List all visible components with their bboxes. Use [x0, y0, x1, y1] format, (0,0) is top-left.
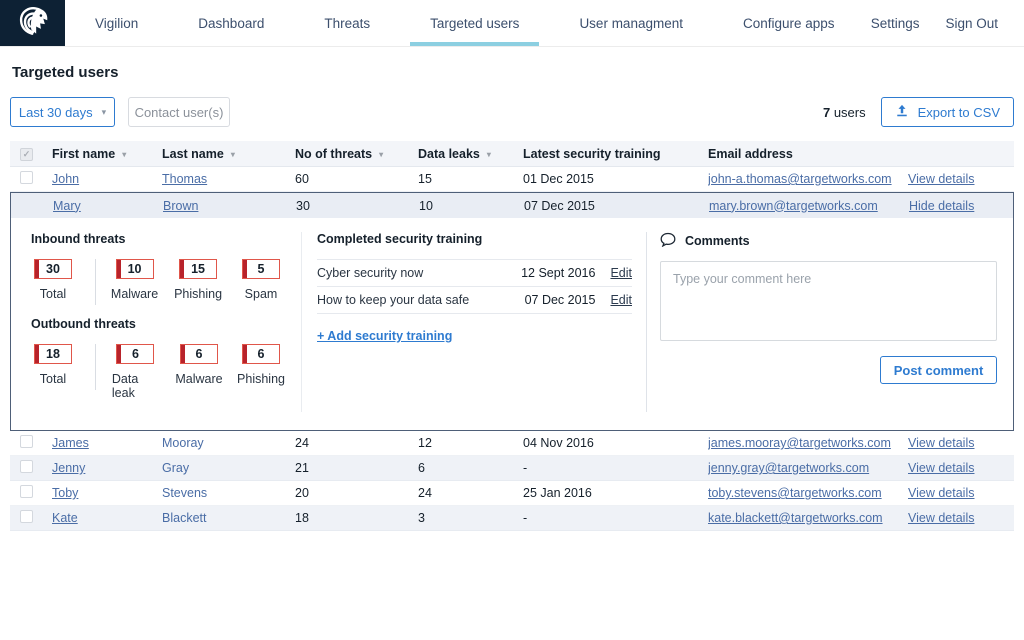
user-count-label: users [833, 104, 866, 120]
badge-label: Data leak [111, 372, 139, 400]
training-date: 07 Dec 2015 [524, 198, 595, 213]
user-count-number: 7 [822, 104, 831, 120]
training-date: 12 Sept 2016 [521, 266, 596, 280]
data-leaks-count: 3 [418, 511, 425, 525]
table-row-john [10, 167, 1014, 192]
badge-red-bar [243, 345, 247, 363]
first-name-link[interactable]: James [52, 436, 89, 450]
first-name-link[interactable]: John [52, 172, 80, 186]
sort-caret-icon: ▾ [486, 149, 491, 159]
threat-stat-phishing [239, 344, 283, 386]
column-header-first-name[interactable] [52, 147, 162, 161]
comments-title-row [660, 232, 997, 250]
data-leaks-count: 10 [419, 198, 433, 213]
threat-count-badge [179, 259, 217, 279]
sort-caret-icon: ▾ [230, 149, 235, 159]
comment-input[interactable] [660, 261, 997, 341]
export-csv-label: Export to CSV [917, 104, 1000, 120]
training-date: - [523, 511, 528, 525]
training-date: 07 Dec 2015 [524, 293, 596, 307]
nav-item-configure-apps[interactable] [713, 0, 865, 46]
threat-count-badge [116, 344, 154, 364]
threat-count-badge [180, 344, 218, 364]
column-label: First name [52, 146, 116, 161]
badge-label: Phishing [174, 287, 223, 301]
threats-count: 21 [295, 461, 309, 475]
last-name-link[interactable]: Blackett [162, 511, 207, 525]
top-nav [0, 0, 1024, 47]
vertical-divider [95, 344, 96, 390]
column-header-latest-security-training [523, 147, 708, 161]
contact-users-button[interactable]: Contact user(s) [128, 97, 230, 127]
threat-stat-phishing [175, 259, 221, 301]
threats-section [11, 232, 301, 412]
view-details-link[interactable]: View details [908, 461, 975, 475]
user-detail-panel [11, 218, 1013, 430]
column-label: Latest security training [523, 146, 661, 161]
threat-stat-malware [177, 344, 221, 386]
email-link[interactable]: toby.stevens@targetworks.com [708, 486, 882, 500]
threat-count-badge [34, 344, 72, 364]
training-section-title: Completed security training [317, 232, 483, 246]
table-header-row [10, 141, 1014, 167]
comments-title: Comments [685, 234, 750, 248]
threats-count: 24 [295, 436, 309, 450]
threat-count-badge [242, 259, 280, 279]
sign-out-link[interactable]: Sign Out [945, 15, 998, 31]
last-name-link[interactable]: Gray [162, 461, 190, 475]
badge-red-bar [180, 260, 184, 278]
row-checkbox[interactable] [20, 485, 33, 498]
badge-label: Malware [110, 287, 159, 301]
threats-count: 60 [295, 172, 309, 186]
badge-value: 18 [46, 347, 60, 361]
nav-item-label: Threats [324, 15, 371, 31]
column-label: No of threats [295, 146, 373, 161]
user-count [823, 105, 866, 120]
targeted-users-table [10, 141, 1014, 531]
view-details-link[interactable]: View details [908, 511, 975, 525]
column-label: Email address [708, 146, 793, 161]
badge-value: 6 [131, 347, 139, 361]
badge-value: 5 [257, 262, 265, 276]
row-checkbox[interactable] [20, 460, 33, 473]
badge-value: 30 [46, 262, 60, 276]
export-csv-button[interactable] [881, 97, 1014, 127]
date-filter-dropdown[interactable] [10, 97, 115, 127]
vertical-divider [95, 259, 96, 305]
threat-stat-spam [239, 259, 283, 301]
toolbar-right [823, 97, 1014, 127]
post-comment-button[interactable]: Post comment [880, 356, 997, 384]
active-tab-indicator [410, 42, 539, 46]
security-training-section [301, 232, 646, 412]
nav-item-label: Configure apps [742, 15, 835, 31]
check-icon: ✓ [22, 149, 31, 159]
training-date: 01 Dec 2015 [523, 172, 594, 186]
view-details-link[interactable]: View details [908, 172, 975, 186]
threat-count-badge [34, 259, 72, 279]
nav-item-label: Targeted users [430, 15, 520, 31]
column-label: Last name [162, 146, 224, 161]
first-name-link[interactable]: Kate [52, 511, 78, 525]
badge-label: Phishing [237, 372, 285, 386]
table-row-james [10, 431, 1014, 456]
data-leaks-count: 24 [418, 486, 432, 500]
row-checkbox[interactable] [20, 171, 33, 184]
comments-section [646, 232, 997, 412]
badge-label: Total [39, 372, 67, 386]
last-name-link[interactable]: Stevens [162, 486, 208, 500]
badge-label: Malware [175, 372, 223, 386]
nav-item-label: Dashboard [198, 15, 265, 31]
column-header-last-name[interactable] [162, 147, 295, 161]
comments-footer [660, 356, 997, 384]
outbound-threats-title: Outbound threats [31, 317, 136, 331]
table-row-toby [10, 481, 1014, 506]
badge-value: 15 [191, 262, 206, 276]
outbound-threats-badges [31, 344, 301, 400]
data-leaks-count: 6 [418, 461, 425, 475]
threat-count-badge [116, 259, 154, 279]
brand-logo[interactable] [0, 0, 65, 46]
training-date: - [523, 461, 528, 475]
badge-red-bar [35, 260, 39, 278]
table-row-kate [10, 506, 1014, 531]
toolbar [10, 97, 1014, 127]
inbound-threats-badges [31, 259, 301, 305]
threat-stat-data-leak [112, 344, 159, 400]
hide-details-link[interactable]: Hide details [909, 198, 975, 213]
email-link[interactable]: james.mooray@targetworks.com [708, 436, 891, 450]
nav-item-user-managment[interactable] [549, 0, 713, 46]
first-name-link[interactable]: Toby [52, 486, 79, 500]
training-row [317, 287, 632, 314]
last-name-link[interactable]: Mooray [162, 436, 204, 450]
lion-logo-icon [14, 2, 52, 45]
training-date: 04 Nov 2016 [523, 436, 594, 450]
column-header-no-of-threats[interactable] [295, 147, 418, 161]
table-row-mary-selected [11, 193, 1013, 218]
badge-red-bar [181, 345, 185, 363]
nav-items [65, 0, 865, 46]
threats-count: 30 [296, 198, 310, 213]
row-checkbox[interactable] [20, 510, 33, 523]
nav-item-targeted-users[interactable] [400, 0, 549, 46]
chevron-down-icon: ▾ [101, 106, 107, 117]
view-details-link[interactable]: View details [908, 436, 975, 450]
sort-caret-icon: ▾ [122, 149, 127, 159]
email-link[interactable]: jenny.gray@targetworks.com [708, 461, 870, 475]
column-header-data-leaks[interactable] [418, 147, 523, 161]
email-link[interactable]: mary.brown@targetworks.com [709, 198, 878, 213]
edit-training-link[interactable]: Edit [610, 266, 632, 280]
column-header-email-address [708, 147, 908, 161]
training-name: How to keep your data safe [317, 293, 470, 307]
last-name-link[interactable]: Brown [163, 198, 199, 213]
speech-bubble-icon [660, 232, 676, 250]
badge-value: 10 [127, 262, 142, 276]
badge-red-bar [117, 260, 121, 278]
sort-caret-icon: ▾ [379, 149, 384, 159]
badge-red-bar [243, 260, 247, 278]
inbound-threats-title: Inbound threats [31, 232, 126, 246]
training-row [317, 259, 632, 287]
badge-value: 6 [257, 347, 265, 361]
threats-count: 18 [295, 511, 309, 525]
nav-item-label: User managment [579, 15, 683, 31]
badge-red-bar [117, 345, 121, 363]
first-name-link[interactable]: Jenny [52, 461, 86, 475]
nav-item-threats[interactable] [294, 0, 400, 46]
expanded-user-panel [10, 192, 1014, 431]
data-leaks-count: 15 [418, 172, 432, 186]
upload-icon [895, 104, 909, 121]
table-row-jenny [10, 456, 1014, 481]
badge-value: 6 [195, 347, 203, 361]
threat-stat-malware [112, 259, 157, 301]
threats-count: 20 [295, 486, 309, 500]
edit-training-link[interactable]: Edit [610, 293, 632, 307]
column-label: Data leaks [418, 146, 480, 161]
training-date: 25 Jan 2016 [523, 486, 592, 500]
row-checkbox[interactable] [20, 435, 33, 448]
threat-count-badge [242, 344, 280, 364]
nav-right [871, 0, 1024, 46]
select-all-checkbox[interactable] [20, 148, 33, 161]
badge-label: Spam [244, 287, 278, 301]
view-details-link[interactable]: View details [908, 486, 975, 500]
page-title: Targeted users [12, 64, 119, 81]
badge-label: Total [39, 287, 67, 301]
email-link[interactable]: kate.blackett@targetworks.com [708, 511, 883, 525]
threat-stat-total [31, 259, 75, 301]
training-name: Cyber security now [317, 266, 424, 280]
first-name-link[interactable]: Mary [53, 198, 81, 213]
nav-item-label: Vigilion [95, 15, 139, 31]
nav-item-dashboard[interactable] [168, 0, 294, 46]
last-name-link[interactable]: Thomas [162, 172, 208, 186]
add-security-training-link[interactable]: + Add security training [317, 329, 453, 343]
badge-red-bar [35, 345, 39, 363]
settings-link[interactable]: Settings [870, 15, 920, 31]
date-filter-label: Last 30 days [18, 104, 93, 120]
email-link[interactable]: john-a.thomas@targetworks.com [708, 172, 892, 186]
threat-stat-total [31, 344, 75, 386]
nav-item-vigilion[interactable] [65, 0, 168, 46]
data-leaks-count: 12 [418, 436, 432, 450]
